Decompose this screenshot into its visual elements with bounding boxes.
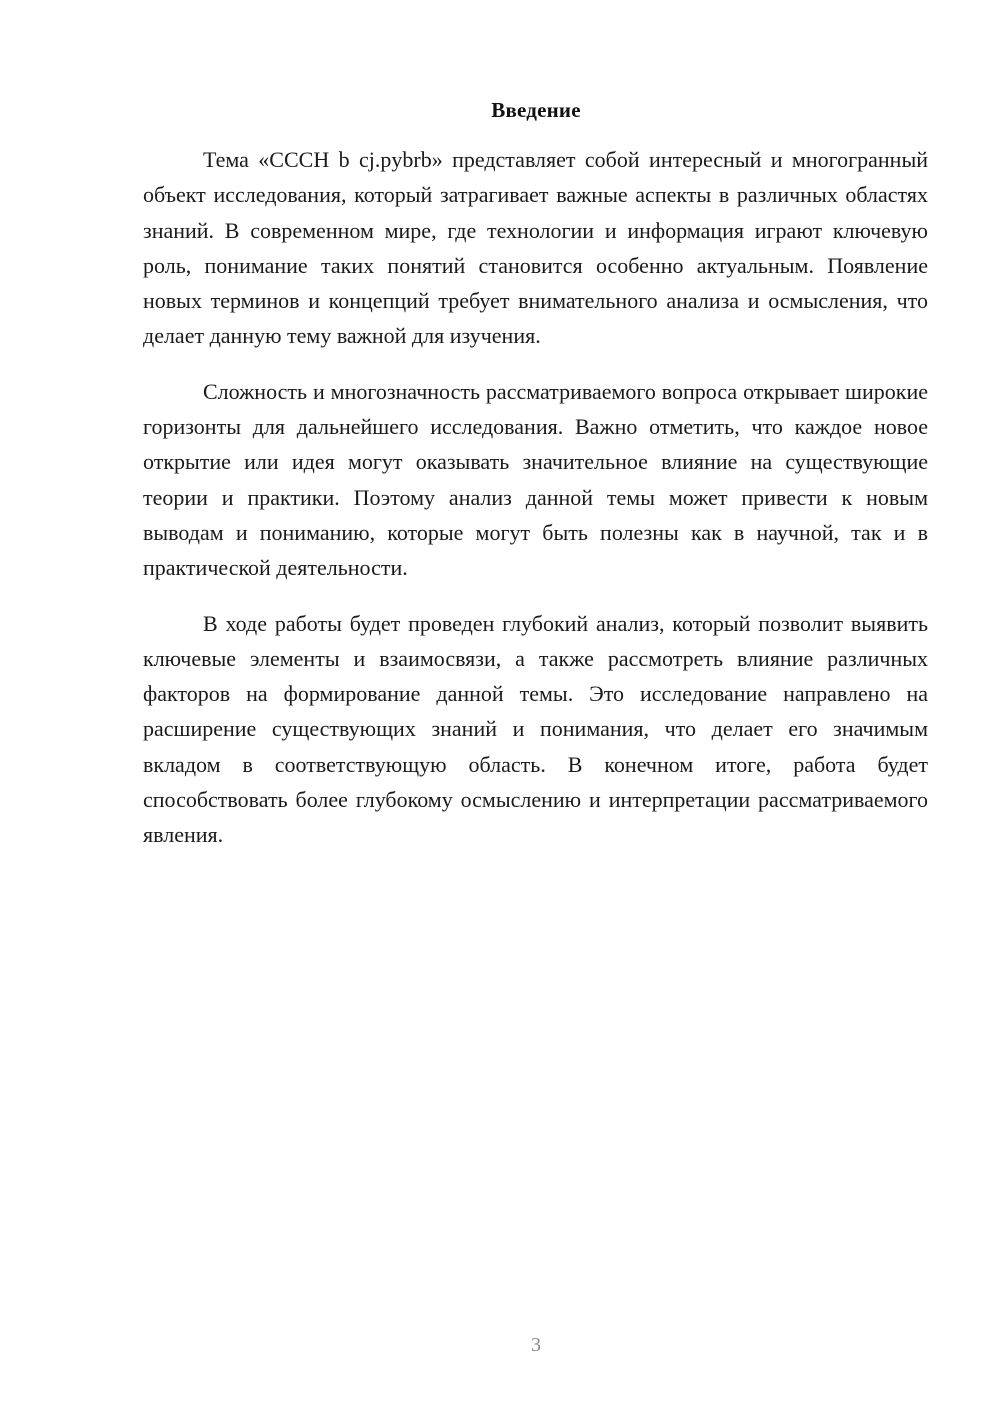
paragraph-3: В ходе работы будет проведен глубокий анализ, который позволит выявить ключевые элементы и взаимосвязи, а также рассмотреть влияние различных факторов на формирование данной темы. Это исследование направлено на расширение существующих знаний и понимания, что делает его значимым вкладом в соответствующую область. В конечном итоге, работа будет способствовать более глубокому осмыслению и интерпретации рассматриваемого явления. <box>143 610 928 848</box>
paragraph-2: Сложность и многозначность рассматриваемого вопроса открывает широкие горизонты для дальнейшего исследования. Важно отметить, что каждое новое открытие или идея могут оказывать значительное влияние на существующие теории и практики. Поэтому анализ данной темы может привести к новым выводам и пониманию, которые могут быть полезны как в научной, так и в практической деятельности. <box>143 378 928 581</box>
paragraph-1: Тема «СССН b cj.pybrb» представляет собой интересный и многогранный объект исследования, который затрагивает важные аспекты в различных областях знаний. В современном мире, где технологии и информация играют ключевую роль, понимание таких понятий становится особенно актуальным. Появление новых терминов и концепций требует внимательного анализа и осмысления, что делает данную тему важной для изучения. <box>143 147 928 349</box>
page-number: 3 <box>531 1334 541 1356</box>
body-text <box>143 142 928 873</box>
section-heading: Введение <box>491 98 581 122</box>
